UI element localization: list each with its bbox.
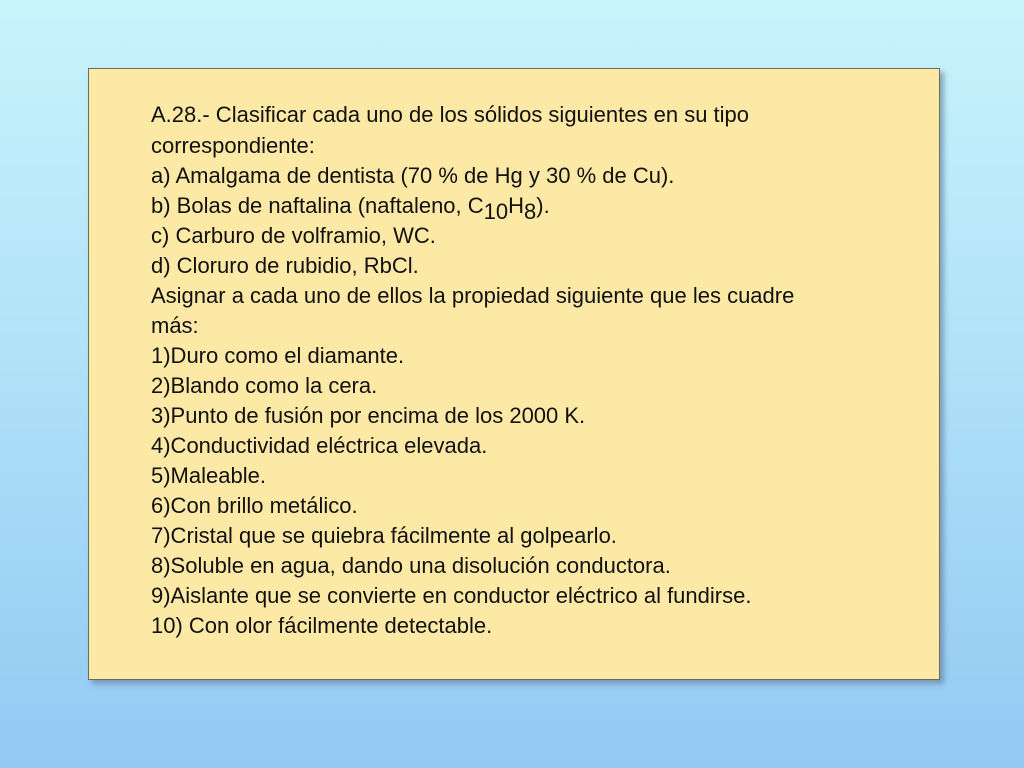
- property-item: 7)Cristal que se quiebra fácilmente al golpearlo.: [151, 523, 617, 548]
- property-item: 6)Con brillo metálico.: [151, 493, 358, 518]
- solid-b: [151, 191, 921, 224]
- property-item: 9)Aislante que se convierte en conductor eléctrico al fundirse.: [151, 583, 752, 608]
- problem-title-line-2: correspondiente:: [151, 133, 315, 158]
- problem-card: [88, 68, 940, 680]
- property-item: 1)Duro como el diamante.: [151, 343, 405, 368]
- instruction-line-2: más:: [151, 313, 199, 338]
- instruction-line-1: Asignar a cada uno de ellos la propiedad siguiente que les cuadre: [151, 283, 795, 308]
- solid-a: a) Amalgama de dentista (70 % de Hg y 30 % de Cu).: [151, 163, 675, 188]
- problem-text: [151, 99, 921, 641]
- property-item: 4)Conductividad eléctrica elevada.: [151, 433, 488, 458]
- problem-title-line-1: A.28.- Clasificar cada uno de los sólidos siguientes en su tipo: [151, 102, 750, 127]
- solid-b-subscript-hydrogen: 8: [524, 199, 537, 224]
- solid-c: c) Carburo de volframio, WC.: [151, 223, 436, 248]
- property-item: 3)Punto de fusión por encima de los 2000 K.: [151, 403, 586, 428]
- solid-b-subscript-carbon: 10: [483, 199, 509, 224]
- solid-d: d) Cloruro de rubidio, RbCl.: [151, 253, 419, 278]
- property-item: 2)Blando como la cera.: [151, 373, 378, 398]
- solid-b-suffix: ).: [536, 193, 550, 218]
- solid-b-hydrogen: H: [508, 193, 525, 218]
- property-item: 8)Soluble en agua, dando una disolución conductora.: [151, 553, 671, 578]
- solid-b-prefix: b) Bolas de naftalina (naftaleno, C: [151, 193, 484, 218]
- property-item: 5)Maleable.: [151, 463, 266, 488]
- property-item: 10) Con olor fácilmente detectable.: [151, 613, 493, 638]
